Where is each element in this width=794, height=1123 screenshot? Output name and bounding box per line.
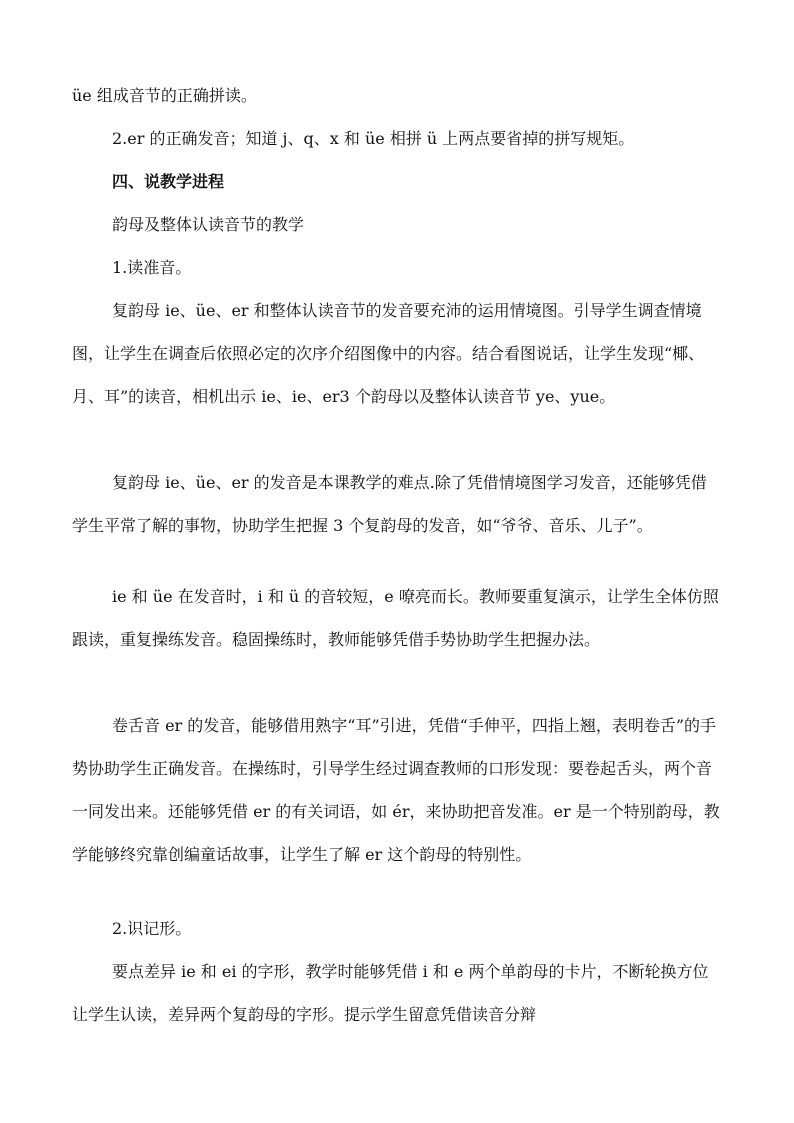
numbered-item-2: 2.识记形。 (112, 919, 192, 938)
paragraph-er: 卷舌音 er 的发音，能够借用熟字“耳”引进，凭借“手伸平，四指上翘，表明卷舌”的手势协助学生正确发音。在操练时，引导学生经过调查教师的口形发现：要卷起舌头，两个音一同发出来。还能够凭借 er 的有关词语，如 ér，来协助把音发准。er 是一个特别韵母，教学能够终究靠创编童话故事，让学生了解 er 这个韵母的特别性。 (72, 716, 720, 864)
paragraph-shape: 要点差异 ie 和 ei 的字形，教学时能够凭借 i 和 e 两个单韵母的卡片，不断轮换方位让学生认读，差异两个复韵母的字形。提示学生留意凭借读音分辩 (72, 962, 709, 1024)
subheading: 韵母及整体认读音节的教学 (112, 215, 305, 234)
paragraph-continuation: üe 组成音节的正确拼读。 (72, 86, 257, 105)
paragraph-pronunciation-intro: 复韵母 ie、üe、er 和整体认读音节的发音要充沛的运用情境图。引导学生调查情境图，让学生在调查后依照必定的次序介绍图像中的内容。结合看图说话，让学生发现“椰、月、耳”的读音，相机出示 ie、ie、er3 个韵母以及整体认读音节 ye、yue。 (72, 301, 705, 406)
paragraph-point-2: 2.er 的正确发音；知道 j、q、x 和 üe 相拼 ü 上两点要省掉的拼写规矩。 (112, 129, 635, 148)
numbered-item-1: 1.读准音。 (112, 258, 192, 277)
paragraph-ie-ue: ie 和 üe 在发音时，i 和 ü 的音较短，e 嘹亮而长。教师要重复演示，让学生全体仿照跟读，重复操练发音。稳固操练时，教师能够凭借手势协助学生把握办法。 (72, 587, 719, 649)
section-heading: 四、说教学进程 (112, 172, 225, 191)
paragraph-difficulty: 复韵母 ie、üe、er 的发音是本课教学的难点.除了凭借情境图学习发音，还能够凭借学生平常了解的事物，协助学生把握 3 个复韵母的发音，如“爷爷、音乐、儿子”。 (72, 473, 707, 535)
